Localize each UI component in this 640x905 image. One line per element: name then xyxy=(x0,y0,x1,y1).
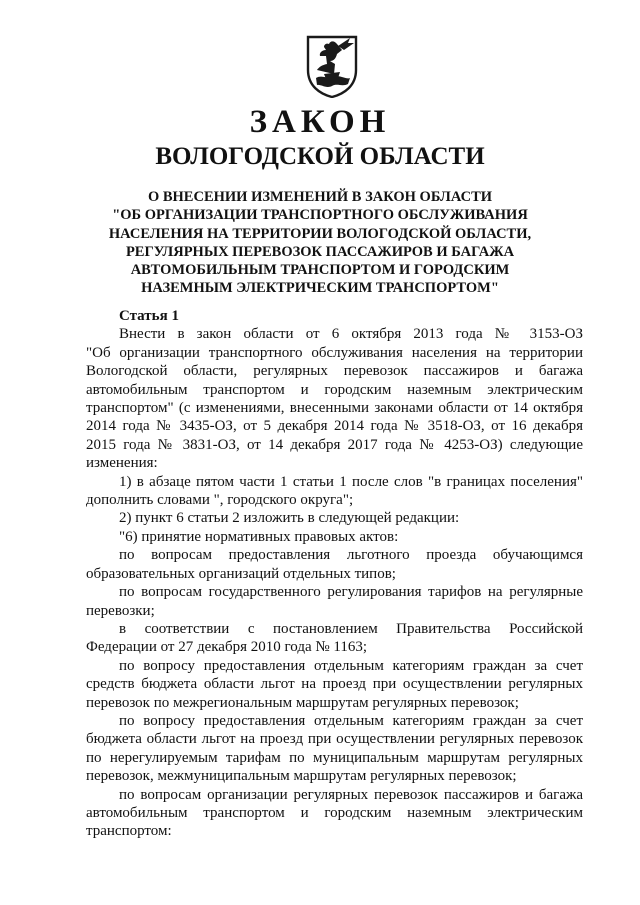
body-line: автомобильным транспортом и городским наземным электрическим xyxy=(86,804,583,821)
article-heading: Статья 1 xyxy=(119,308,179,324)
body-line: в соответствии с постановлением Правительства Российской xyxy=(119,620,583,637)
body-line: Вологодской области, регулярных перевозок пассажиров и багажа xyxy=(86,363,583,380)
body-line: средств бюджета области льгот на проезд при осуществлении регулярных xyxy=(86,676,583,693)
body-line: образовательных организаций отдельных типов; xyxy=(86,565,396,582)
body-line: "6) принятие нормативных правовых актов: xyxy=(119,528,399,545)
subtitle-line: РЕГУЛЯРНЫХ ПЕРЕВОЗОК ПАССАЖИРОВ И БАГАЖА xyxy=(125,243,515,260)
body-line: по нерегулируемым тарифам по муниципальным маршрутам регулярных xyxy=(86,749,583,766)
subtitle-line: НАЗЕМНЫМ ЭЛЕКТРИЧЕСКИМ ТРАНСПОРТОМ" xyxy=(141,280,499,297)
body-line: перевозки; xyxy=(86,602,155,619)
body-line: по вопросу предоставления отдельным категориям граждан за счет xyxy=(119,712,583,729)
body-line: транспортом" (с изменениями, внесенными законами области от 14 октября xyxy=(86,400,583,417)
law-subtitle xyxy=(96,188,544,298)
body-line: транспортом: xyxy=(86,823,172,840)
body-line: автомобильным транспортом и городским наземным электрическим xyxy=(86,381,583,398)
subtitle-line: "ОБ ОРГАНИЗАЦИИ ТРАНСПОРТНОГО ОБСЛУЖИВАНИЯ xyxy=(112,207,528,224)
body-line: дополнить словами ", городского округа"; xyxy=(86,492,354,509)
body-line: по вопросу предоставления отдельным категориям граждан за счет xyxy=(119,657,583,674)
subtitle-line: О ВНЕСЕНИИ ИЗМЕНЕНИЙ В ЗАКОН ОБЛАСТИ xyxy=(147,189,493,205)
body-line: изменения: xyxy=(86,455,158,472)
document-body xyxy=(86,307,583,841)
region-title: ВОЛОГОДСКОЙ ОБЛАСТИ xyxy=(155,143,485,170)
document-title: ЗАКОН xyxy=(249,104,391,140)
body-line: "Об организации транспортного обслуживания населения на территории xyxy=(86,344,583,361)
subtitle-line: АВТОМОБИЛЬНЫМ ТРАНСПОРТОМ И ГОРОДСКИМ xyxy=(130,262,510,279)
body-line: по вопросам предоставления льготного проезда обучающимся xyxy=(119,547,583,564)
body-line: бюджета области льгот на проезд при осуществлении регулярных перевозок xyxy=(86,731,583,748)
body-line: по вопросам организации регулярных перевозок пассажиров и багажа xyxy=(119,786,583,803)
body-line: 2) пункт 6 статьи 2 изложить в следующей редакции: xyxy=(119,510,460,527)
body-line: 2014 года № 3435-ОЗ, от 5 декабря 2014 года № 3518-ОЗ, от 16 декабря xyxy=(86,418,583,435)
body-line: перевозок, межмуниципальным маршрутам регулярных перевозок; xyxy=(86,768,517,785)
body-line: по вопросам государственного регулирования тарифов на регулярные xyxy=(119,584,583,601)
body-line: 2015 года № 3831-ОЗ, от 14 декабря 2017 года № 4253-ОЗ) следующие xyxy=(86,436,583,453)
coat-of-arms-icon xyxy=(304,34,360,98)
body-line: Федерации от 27 декабря 2010 года № 1163; xyxy=(86,639,368,656)
subtitle-line: НАСЕЛЕНИЯ НА ТЕРРИТОРИИ ВОЛОГОДСКОЙ ОБЛАСТИ, xyxy=(108,225,532,242)
body-line: 1) в абзаце пятом части 1 статьи 1 после слов "в границах поселения" xyxy=(119,473,583,490)
body-line: перевозок по межрегиональным маршрутам регулярных перевозок; xyxy=(86,694,519,711)
body-line: Внести в закон области от 6 октября 2013 года № 3153-ОЗ xyxy=(119,326,583,343)
